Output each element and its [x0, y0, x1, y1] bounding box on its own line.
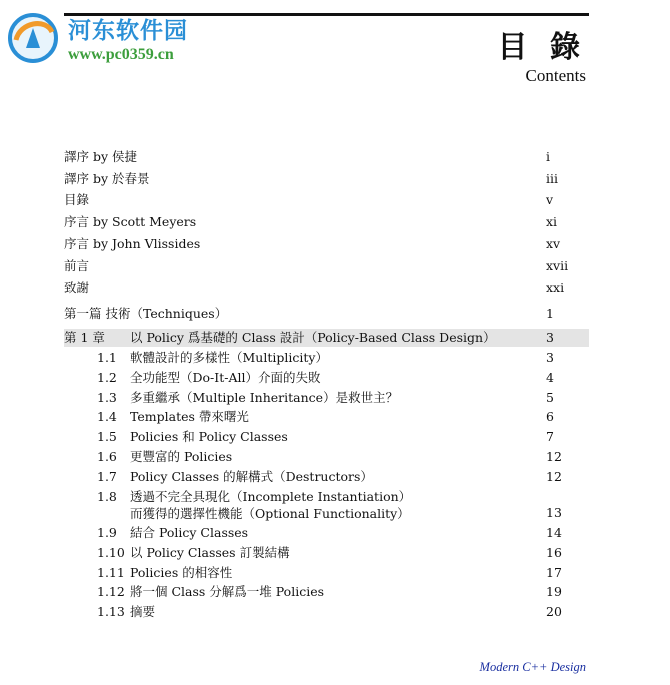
toc-entry-title: 譯序 by 於春景 — [64, 171, 150, 186]
toc-entry-title: 序言 by Scott Meyers — [64, 214, 197, 229]
toc-section-page: 13 — [546, 505, 562, 520]
toc-entry[interactable] — [64, 148, 589, 166]
toc-entry-title: 序言 by John Vlissides — [64, 236, 201, 251]
toc-section-title — [130, 488, 411, 522]
toc-entry-page: xi — [546, 214, 558, 229]
page-heading: 目 錄 — [497, 30, 586, 65]
toc-section-title: 摘要 — [130, 604, 156, 619]
toc-entry-page: i — [546, 149, 550, 164]
toc-section-page: 4 — [546, 370, 554, 385]
toc-entry-page: v — [546, 192, 554, 207]
toc-section-title: 全功能型（Do-It-All）介面的失敗 — [130, 370, 321, 385]
toc-section-page: 12 — [546, 449, 562, 464]
watermark-url: www.pc0359.cn — [68, 46, 174, 63]
toc-section[interactable] — [64, 544, 589, 562]
toc-section[interactable] — [64, 448, 589, 466]
toc-section-page: 7 — [546, 429, 554, 444]
site-logo-icon — [6, 10, 60, 64]
toc-entry[interactable] — [64, 279, 589, 297]
toc-section-title: 更豐富的 Policies — [130, 449, 233, 464]
toc-entry[interactable] — [64, 235, 589, 253]
toc-entry[interactable] — [64, 170, 589, 188]
toc-section-number: 1.9 — [97, 525, 117, 540]
toc-part-title: 第一篇 技術（Techniques） — [64, 306, 228, 321]
toc-section[interactable] — [64, 583, 589, 601]
toc-section[interactable] — [64, 603, 589, 621]
toc-section-page: 16 — [546, 545, 562, 560]
toc-entry-title: 譯序 by 侯捷 — [64, 149, 138, 164]
toc-entry-page: xxi — [546, 280, 565, 295]
toc-section-number: 1.10 — [97, 545, 125, 560]
toc-section-page: 14 — [546, 525, 562, 540]
toc-section-title-line: 而獲得的選擇性機能（Optional Functionality） — [130, 506, 410, 521]
toc-part[interactable] — [64, 305, 589, 323]
toc-section-page: 6 — [546, 409, 554, 424]
toc-section-title: 以 Policy Classes 訂製結構 — [130, 545, 290, 560]
toc-section[interactable] — [64, 389, 589, 407]
toc-section[interactable] — [64, 468, 589, 486]
toc-section-number: 1.13 — [97, 604, 125, 619]
toc-section[interactable] — [64, 564, 589, 582]
running-footer: Modern C++ Design — [479, 660, 586, 674]
toc-entry[interactable] — [64, 213, 589, 231]
toc-section-title: 多重繼承（Multiple Inheritance）是救世主？ — [130, 390, 399, 405]
toc-section[interactable] — [64, 349, 589, 367]
toc-section-number: 1.5 — [97, 429, 117, 444]
toc-entry-page: xv — [546, 236, 561, 251]
toc-entry-title: 目錄 — [64, 192, 90, 207]
toc-section-title: 結合 Policy Classes — [130, 525, 249, 540]
toc-section-number: 1.8 — [97, 489, 117, 504]
toc-section-page: 12 — [546, 469, 562, 484]
toc-section-title: Policies 和 Policy Classes — [130, 429, 288, 444]
toc-section-number: 1.2 — [97, 370, 117, 385]
toc-section-number: 1.7 — [97, 469, 117, 484]
toc-section-number: 1.1 — [97, 350, 117, 365]
toc-section[interactable] — [64, 488, 589, 522]
toc-chapter-page: 3 — [546, 330, 554, 345]
toc-section-page: 20 — [546, 604, 562, 619]
toc-section[interactable] — [64, 369, 589, 387]
toc-part-page: 1 — [546, 306, 554, 321]
toc-entry-page: iii — [546, 171, 558, 186]
toc-chapter[interactable] — [64, 329, 589, 347]
toc-section-title: Policies 的相容性 — [130, 565, 233, 580]
toc-entry-title: 致謝 — [64, 280, 90, 295]
toc-section[interactable] — [64, 408, 589, 426]
toc-section[interactable] — [64, 428, 589, 446]
toc-chapter-title: 以 Policy 爲基礎的 Class 設計（Policy-Based Class Design） — [130, 330, 496, 345]
toc-section-number: 1.3 — [97, 390, 117, 405]
toc-entry-page: xvii — [546, 258, 569, 273]
toc-section-title: 軟體設計的多樣性（Multiplicity） — [130, 350, 328, 365]
toc-section-title-line: 透過不完全具現化（Incomplete Instantiation） — [130, 489, 412, 504]
toc-section[interactable] — [64, 524, 589, 542]
toc-section-page: 5 — [546, 390, 554, 405]
toc-section-page: 3 — [546, 350, 554, 365]
toc-section-number: 1.4 — [97, 409, 117, 424]
toc-section-number: 1.11 — [97, 565, 125, 580]
toc-section-number: 1.12 — [97, 584, 125, 599]
toc-chapter-number: 第 1 章 — [64, 330, 105, 345]
toc-section-title: Templates 帶來曙光 — [130, 409, 249, 424]
toc-section-page: 19 — [546, 584, 562, 599]
toc-section-number: 1.6 — [97, 449, 117, 464]
toc-entry[interactable] — [64, 257, 589, 275]
top-rule — [64, 13, 589, 16]
page-subheading: Contents — [525, 66, 586, 85]
toc-section-page: 17 — [546, 565, 562, 580]
toc-section-title: Policy Classes 的解構式（Destructors） — [130, 469, 373, 484]
watermark-title: 河东软件园 — [68, 18, 188, 44]
toc-entry[interactable] — [64, 191, 589, 209]
toc-entry-title: 前言 — [64, 258, 90, 273]
toc-section-title: 將一個 Class 分解爲一堆 Policies — [130, 584, 325, 599]
